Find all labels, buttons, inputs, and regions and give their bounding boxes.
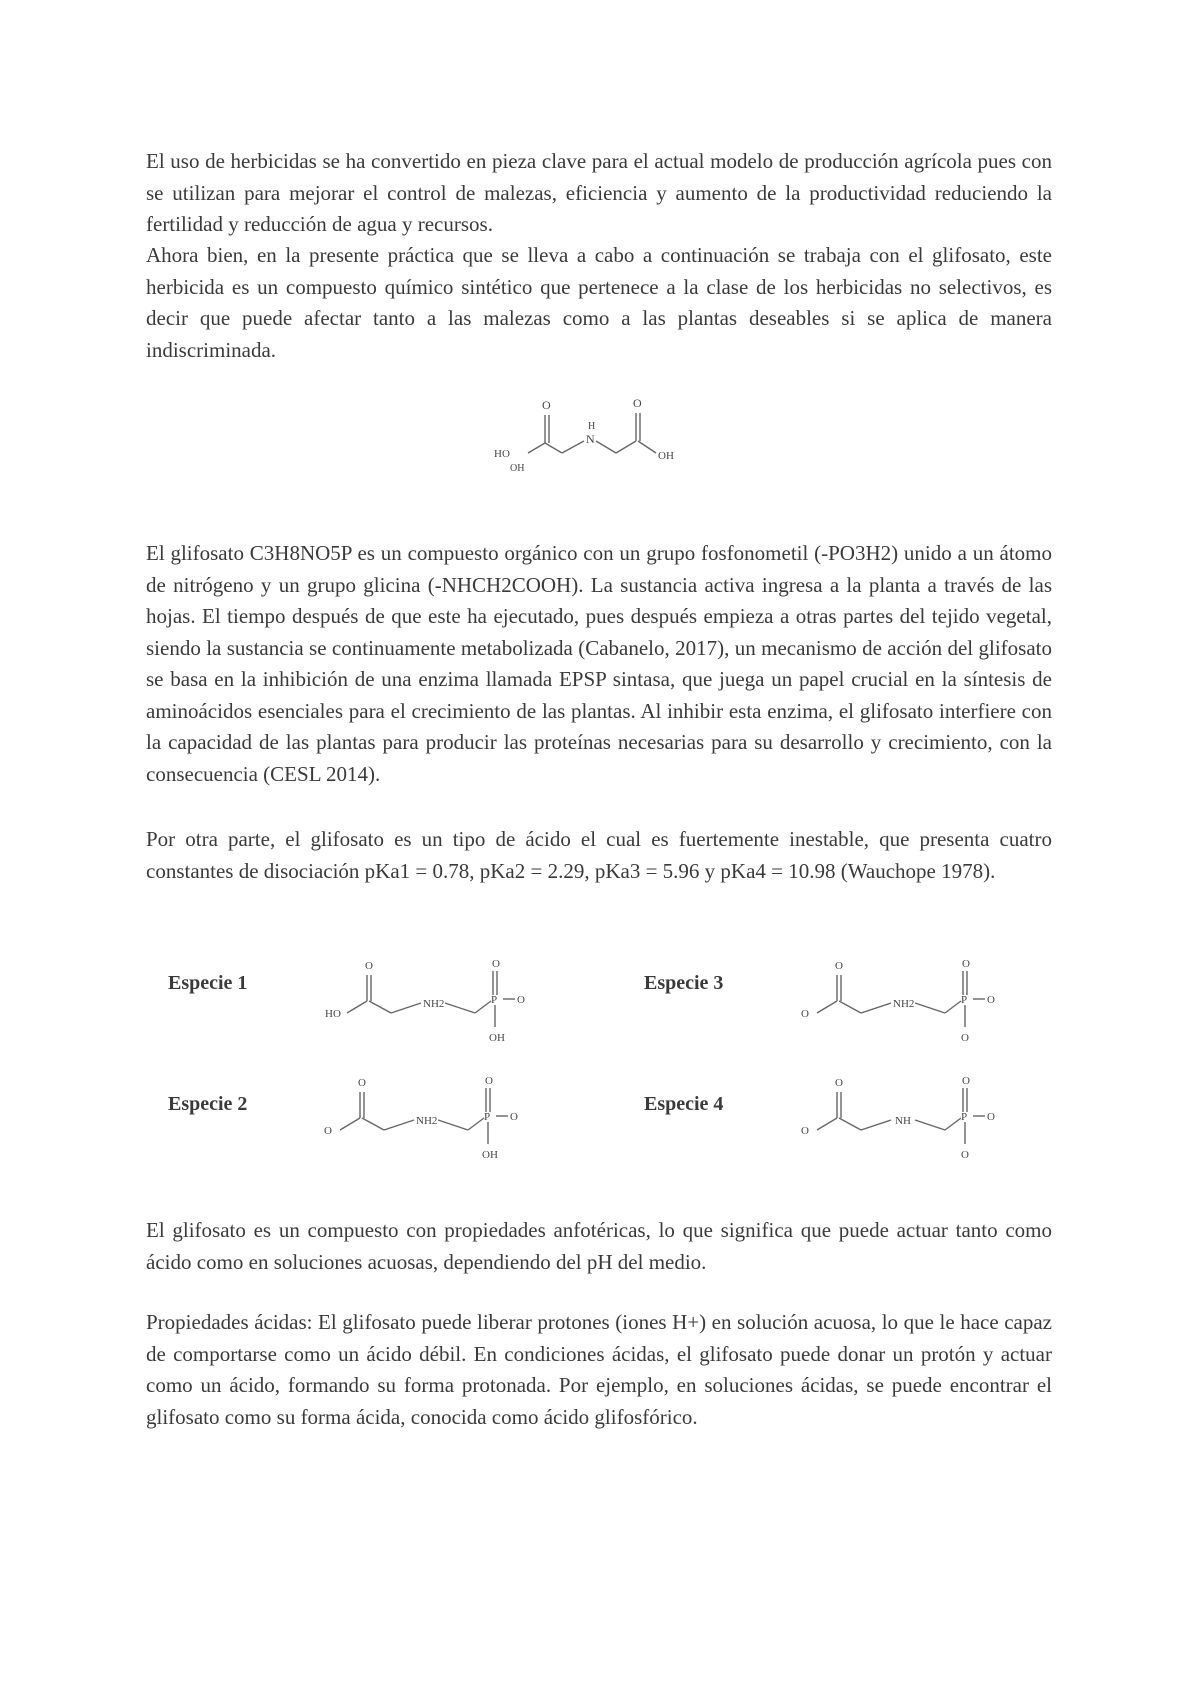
atom-label: O [324, 1125, 332, 1137]
bond [638, 441, 656, 453]
bond [369, 1001, 391, 1013]
bond [445, 1003, 475, 1013]
left-sub-label: OH [510, 463, 525, 474]
atom-label: O [835, 960, 843, 972]
bond [915, 1120, 945, 1130]
bond [468, 1118, 484, 1130]
bond [562, 441, 584, 453]
bond [839, 1118, 861, 1130]
oxygen-label: O [633, 396, 642, 410]
atom-label: O [961, 1032, 969, 1044]
atom-label: NH2 [416, 1115, 438, 1127]
paragraph-intro: El uso de herbicidas se ha convertido en pieza clave para el actual modelo de producción agrícola pues con se utilizan para mejorar el control de malezas, eficiencia y aumento de la productividad reduciendo la fertilidad y reducción de agua y recursos. [146, 149, 1052, 236]
atom-label: O [987, 1111, 995, 1123]
bond [545, 443, 562, 453]
bond [945, 1118, 961, 1130]
bond [384, 1120, 414, 1130]
atom-label: NH2 [423, 998, 445, 1010]
atom-label: O [801, 1008, 809, 1020]
bond [475, 1001, 491, 1013]
bond [362, 1118, 384, 1130]
bond [528, 443, 545, 453]
atom-label: O [510, 1111, 518, 1123]
species-3-structure [795, 955, 1035, 1055]
bond [340, 1118, 360, 1130]
right-group-label: OH [658, 450, 674, 462]
bond [616, 441, 636, 453]
nitrogen-label: N [586, 432, 595, 446]
atom-label: O [987, 994, 995, 1006]
bond [861, 1120, 891, 1130]
atom-label: NH [895, 1115, 911, 1127]
left-group-label: HO [494, 448, 510, 460]
atom-label: P [491, 994, 498, 1006]
atom-label: O [492, 958, 500, 970]
paragraph-amphoteric: El glifosato es un compuesto con propiedades anfotéricas, lo que significa que puede actuar tanto como ácido como en soluciones acuosas, dependiendo del pH del medio. [146, 1218, 1052, 1274]
atom-label: OH [482, 1149, 498, 1161]
bond [391, 1003, 421, 1013]
species-4-structure [795, 1072, 1035, 1172]
species-1-label: Especie 1 [168, 972, 248, 994]
species-2-label: Especie 2 [168, 1093, 248, 1115]
atom-label: P [484, 1111, 491, 1123]
atom-label: O [358, 1077, 366, 1089]
species-1-structure [325, 955, 565, 1055]
atom-label: OH [489, 1032, 505, 1044]
atom-label: O [835, 1077, 843, 1089]
bond [817, 1118, 837, 1130]
atom-label: P [961, 1111, 968, 1123]
paragraph-acid-properties: Propiedades ácidas: El glifosato puede liberar protones (iones H+) en solución acuosa, lo que le hace capaz de comportarse como un ácido débil. En condiciones ácidas, el glifosato puede donar un protón y actuar como un ácido, formando su forma protonada. Por ejemplo, en soluciones ácidas, se puede encontrar el glifosato como su forma ácida, conocida como ácido glifosfórico. [146, 1310, 1052, 1429]
atom-label: O [962, 1075, 970, 1087]
atom-label: O [801, 1125, 809, 1137]
bond [438, 1120, 468, 1130]
atom-label: O [485, 1075, 493, 1087]
bond [945, 1001, 961, 1013]
atom-label: HO [325, 1008, 341, 1020]
hydrogen-label: H [588, 421, 596, 432]
paragraph-mechanism: El glifosato C3H8NO5P es un compuesto orgánico con un grupo fosfonometil (-PO3H2) unido a un átomo de nitrógeno y un grupo glicina (-NHCH2COOH). La sustancia activa ingresa a la planta a través de las hojas. El tiempo después de que este ha ejecutado, pues después empieza a otras partes del tejido vegetal, siendo la sustancia se continuamente metabolizada (Cabanelo, 2017), un mecanismo de acción del glifosato se basa en la inhibición de una enzima llamada EPSP sintasa, que juega un papel crucial en la síntesis de aminoácidos esenciales para el crecimiento de las plantas. Al inhibir esta enzima, el glifosato interfiere con la capacidad de las plantas para producir las proteínas necesarias para su desarrollo y crecimiento, con la consecuencia (CESL 2014). [146, 541, 1052, 786]
bond [347, 1001, 367, 1013]
bond [915, 1003, 945, 1013]
atom-label: NH2 [893, 998, 915, 1010]
atom-label: P [961, 994, 968, 1006]
glyphosate-structure [480, 395, 700, 485]
paragraph-glyphosate-practice: Ahora bien, en la presente práctica que se lleva a cabo a continuación se trabaja con el glifosato, este herbicida es un compuesto químico sintético que pertenece a la clase de los herbicidas no selectivos, es decir que puede afectar tanto a las malezas como a las plantas deseables si se aplica de manera indiscriminada. [146, 243, 1052, 362]
paragraph-pka: Por otra parte, el glifosato es un tipo de ácido el cual es fuertemente inestable, que presenta cuatro constantes de disociación pKa1 = 0.78, pKa2 = 2.29, pKa3 = 5.96 y pKa4 = 10.98 (Wauchope 1978). [146, 827, 1052, 883]
oxygen-label: O [542, 398, 551, 412]
atom-label: O [961, 1149, 969, 1161]
species-2-structure [318, 1072, 558, 1172]
bond [596, 441, 616, 453]
atom-label: O [962, 958, 970, 970]
bond [861, 1003, 891, 1013]
species-3-label: Especie 3 [644, 972, 724, 994]
atom-label: O [365, 960, 373, 972]
species-4-label: Especie 4 [644, 1093, 724, 1115]
bond [817, 1001, 837, 1013]
atom-label: O [517, 994, 525, 1006]
bond [839, 1001, 861, 1013]
